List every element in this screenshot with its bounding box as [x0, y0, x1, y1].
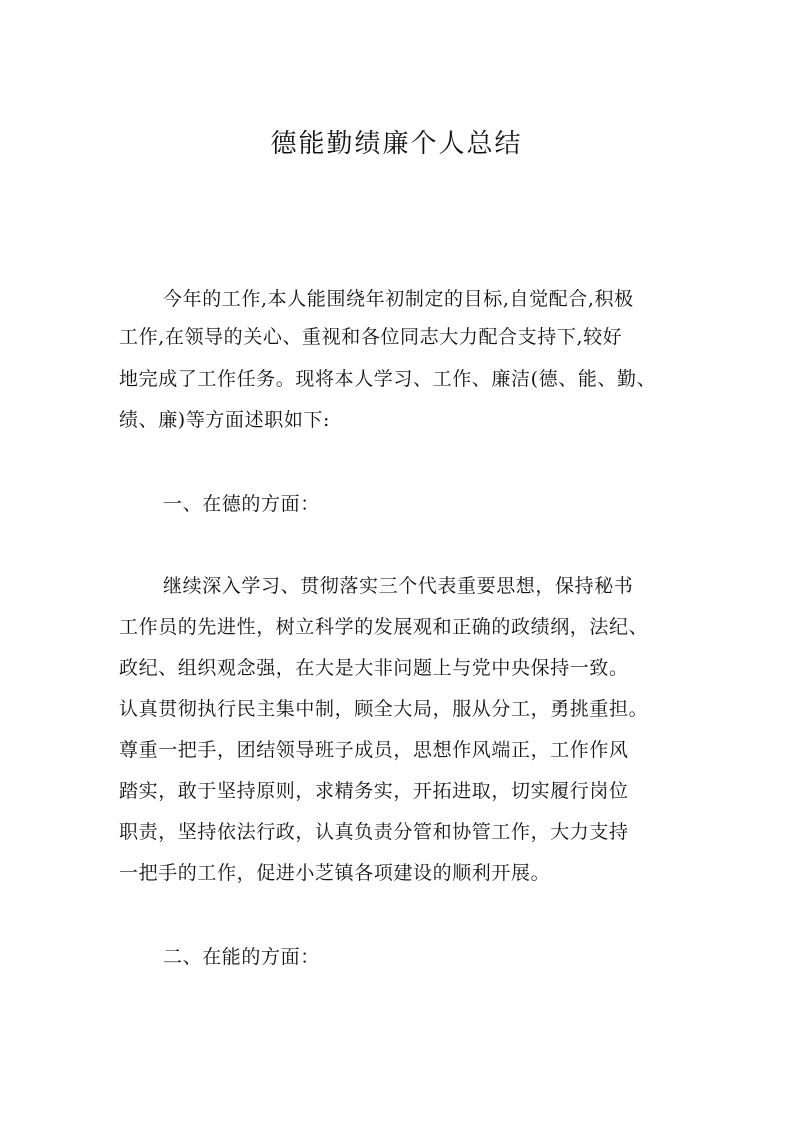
section1-line-5: 尊重一把手，团结领导班子成员，思想作风端正，工作作风 [119, 739, 629, 761]
intro-line-3: 地完成了工作任务。现将本人学习、工作、廉洁(德、能、勤、 [119, 368, 657, 390]
section-heading-de: 一、在德的方面： [163, 493, 320, 515]
section1-line-8: 一把手的工作，促进小芝镇各项建设的顺利开展。 [119, 862, 551, 884]
section1-line-3: 政纪、组织观念强，在大是大非问题上与党中央保持一致。 [119, 657, 629, 679]
section1-line-1: 继续深入学习、贯彻落实三个代表重要思想，保持秘书 [163, 575, 634, 597]
section1-line-2: 工作员的先进性，树立科学的发展观和正确的政绩纲，法纪、 [119, 616, 649, 638]
intro-line-2: 工作,在领导的关心、重视和各位同志大力配合支持下,较好 [119, 326, 623, 348]
document-title: 德能勤绩廉个人总结 [270, 129, 523, 159]
section1-line-6: 踏实，敢于坚持原则，求精务实，开拓进取，切实履行岗位 [119, 780, 629, 802]
intro-line-1: 今年的工作,本人能围绕年初制定的目标,自觉配合,积极 [163, 288, 634, 310]
section-heading-neng: 二、在能的方面： [163, 946, 320, 968]
intro-line-4: 绩、廉)等方面述职如下: [119, 409, 331, 431]
section1-line-7: 职责，坚持依法行政，认真负责分管和协管工作，大力支持 [119, 821, 629, 843]
section1-line-4: 认真贯彻执行民主集中制，顾全大局，服从分工，勇挑重担。 [119, 698, 649, 720]
